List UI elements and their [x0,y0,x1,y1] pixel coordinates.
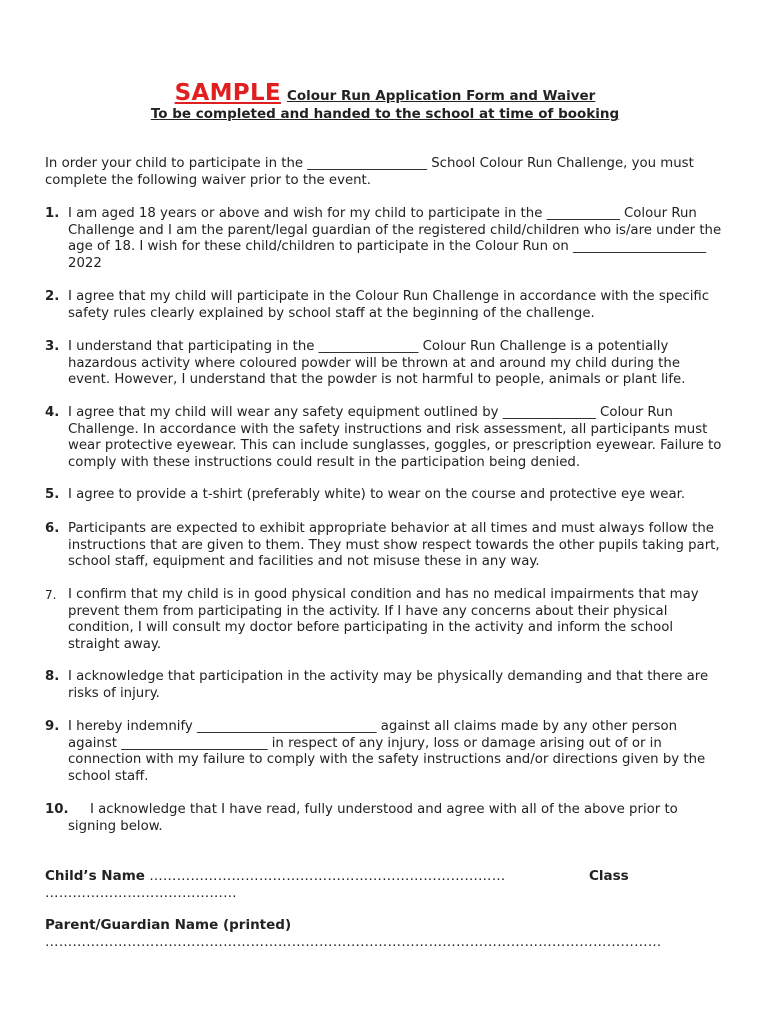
parent-name-field-row [45,934,735,950]
child-name-label: Child’s Name [45,868,145,884]
parent-name-row [45,917,735,933]
form-title-text: Colour Run Application Form and Waiver [286,88,596,104]
item-text: I hereby indemnify ___________________________ against all claims made by any other person against ______________________ in respect of any injury, loss or damage arising out of or in connection with my failure to comply with the safety instructions and/or directions given by the school staff. [68,719,706,785]
item-text: Participants are expected to exhibit appropriate behavior at all times and must always follow the instructions that are given to them. They must show respect towards the other pupils taking part, school staff, equipment and facilities and not misuse these in any way. [68,521,720,570]
item-number: 10. [45,802,69,817]
parent-name-label: Parent/Guardian Name (printed) [45,917,292,933]
parent-name-field[interactable]: ……………………………………………………………………………………………………………………… [45,934,662,950]
item-number: 8. [45,669,60,684]
form-subtitle: To be completed and handed to the school at time of booking [150,106,620,122]
class-label: Class [589,868,629,884]
waiver-item-1 [45,206,725,273]
waiver-item-10 [45,802,725,835]
item-number: 3. [45,339,60,354]
class-field[interactable]: …………………………………… [45,885,237,901]
waiver-item-9 [45,719,725,786]
item-number: 9. [45,719,60,734]
form-title [0,80,770,106]
waiver-item-7 [45,587,725,654]
sample-watermark-label: SAMPLE [174,80,281,106]
waiver-item-2 [45,289,725,322]
child-name-row [45,868,735,884]
waiver-item-6 [45,521,725,571]
item-text: I understand that participating in the _______________ Colour Run Challenge is a potentially hazardous activity where coloured powder will be thrown at and around my child during the event. However, I understand that the powder is not harmful to people, animals or plant life. [68,339,686,388]
item-text: I am aged 18 years or above and wish for my child to participate in the ___________ Colour Run Challenge and I am the parent/legal guardian of the registered child/children who is/are under the age of 18. I wish for these child/children to participate in the Colour Run on ____________________ 2022 [68,206,722,272]
intro-paragraph: In order your child to participate in the __________________ School Colour Run Challenge, you must complete the following waiver prior to the event. [45,156,694,188]
item-text: I acknowledge that I have read, fully understood and agree with all of the above prior to signing below. [68,802,678,834]
item-text: I agree to provide a t-shirt (preferably white) to wear on the course and protective eye wear. [68,487,686,502]
waiver-item-8 [45,669,725,702]
item-number: 1. [45,206,60,221]
waiver-item-3 [45,339,725,389]
item-number: 7. [45,588,57,602]
item-text: I acknowledge that participation in the activity may be physically demanding and that there are risks of injury. [68,669,709,701]
child-name-field[interactable]: …………………………………………………………………… [149,868,506,884]
waiver-item-4 [45,405,725,472]
item-text: I agree that my child will wear any safety equipment outlined by ______________ Colour Run Challenge. In accordance with the safety instructions and risk assessment, all participants must wear protective eyewear. This can include sunglasses, goggles, or prescription eyewear. Failure to comply with these instructions could result in the participation being denied. [68,405,722,471]
item-number: 6. [45,521,60,536]
item-number: 2. [45,289,60,304]
class-field-row [45,885,735,901]
waiver-item-5 [45,487,725,504]
item-text: I confirm that my child is in good physical condition and has no medical impairments that may prevent them from participating in the activity. If I have any concerns about their physical condition, I will consult my doctor before participating in the activity and inform the school straight away. [68,587,699,653]
item-number: 4. [45,405,60,420]
item-text: I agree that my child will participate in the Colour Run Challenge in accordance with the specific safety rules clearly explained by school staff at the beginning of the challenge. [68,289,710,321]
item-number: 5. [45,487,60,502]
